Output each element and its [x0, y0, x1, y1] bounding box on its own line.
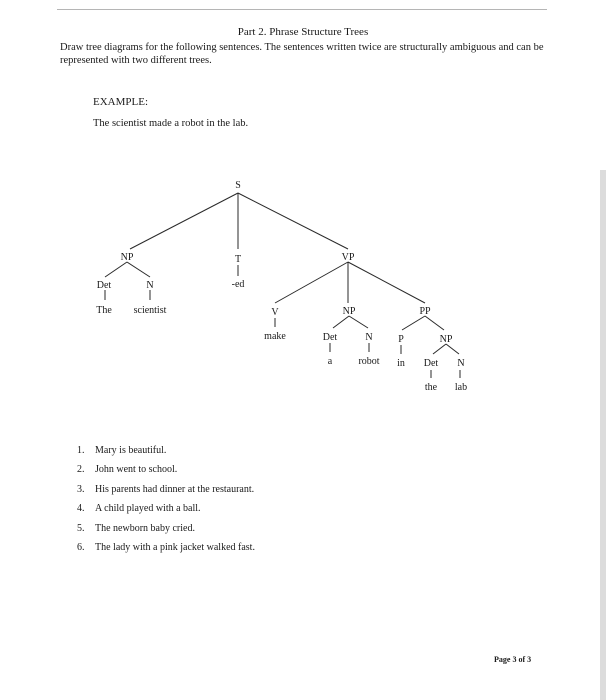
node-n-pp: N	[457, 358, 465, 369]
node-s: S	[235, 180, 241, 191]
instructions-text: Draw tree diagrams for the following sentences. The sentences written twice are structurally ambiguous and can be represented with two different trees.	[60, 42, 544, 66]
edge-np-n2	[349, 316, 368, 328]
list-item: 6. The lady with a pink jacket walked fast.	[77, 541, 255, 553]
edge-s-vp	[238, 193, 348, 249]
list-item: 5. The newborn baby cried.	[77, 522, 195, 534]
node-v: V	[271, 307, 279, 318]
example-label: EXAMPLE:	[93, 96, 148, 108]
node-n-object: N	[365, 332, 373, 343]
leaf-robot: robot	[358, 356, 380, 367]
list-item: 2. John went to school.	[77, 464, 178, 476]
node-det: Det	[96, 280, 112, 291]
sentence-text: Mary is beautiful.	[95, 445, 167, 456]
edge-np-det	[105, 262, 127, 277]
edge-pp-p	[402, 316, 425, 330]
node-p: P	[398, 334, 404, 345]
leaf-lab: lab	[454, 382, 468, 393]
node-np-pp: NP	[439, 334, 453, 345]
leaf-scientist: scientist	[133, 305, 167, 316]
edge-np-det3	[433, 344, 446, 354]
node-det-pp: Det	[423, 358, 439, 369]
leaf-in: in	[397, 358, 405, 369]
leaf-the-pp: the	[424, 382, 438, 393]
leaf-a: a	[327, 356, 333, 367]
example-sentence: The scientist made a robot in the lab.	[93, 118, 249, 129]
edge-np-n3	[446, 344, 459, 354]
node-n: N	[146, 280, 154, 291]
node-vp: VP	[341, 252, 355, 263]
node-t: T	[234, 254, 242, 265]
sentence-list	[77, 445, 255, 561]
leaf-the: The	[96, 305, 112, 316]
page-title: Part 2. Phrase Structure Trees	[237, 26, 369, 38]
edge-vp-v	[275, 262, 348, 303]
sentence-text: The newborn baby cried.	[95, 522, 195, 534]
leaf-ed: -ed	[231, 279, 245, 290]
node-det-object: Det	[322, 332, 338, 343]
leaf-make: make	[264, 331, 286, 342]
list-item: 4. A child played with a ball.	[77, 503, 201, 515]
sentence-text: John went to school.	[95, 464, 178, 476]
sentence-text: A child played with a ball.	[95, 503, 201, 515]
node-np-object: NP	[342, 306, 356, 317]
list-item: 1. Mary is beautiful.	[77, 445, 167, 456]
edge-np-n	[127, 262, 150, 277]
node-pp: PP	[419, 306, 431, 317]
node-np: NP	[120, 252, 134, 263]
page-number: Page 3 of 3	[494, 655, 532, 664]
edge-s-np	[130, 193, 238, 249]
edge-pp-np	[425, 316, 444, 330]
sentence-text: His parents had dinner at the restaurant.	[95, 483, 255, 495]
edge-np-det2	[333, 316, 349, 328]
list-item: 3. His parents had dinner at the restaurant.	[77, 483, 255, 495]
edge-vp-pp	[348, 262, 425, 303]
sentence-text: The lady with a pink jacket walked fast.	[95, 541, 255, 553]
